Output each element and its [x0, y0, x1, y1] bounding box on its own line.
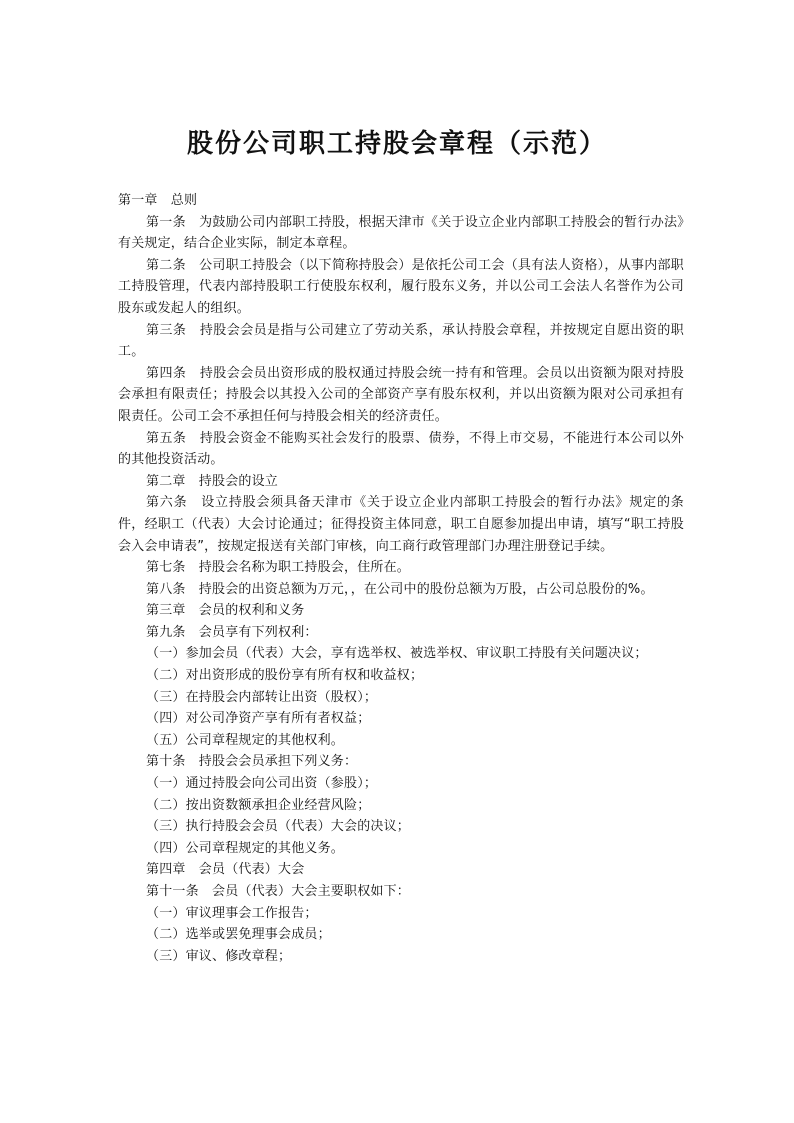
chapter-1-heading: 第一章 总则 — [118, 193, 198, 208]
article-10-item-4: （四）公司章程规定的其他义务。 — [146, 840, 345, 856]
article-5: 第五条 持股会资金不能购买社会发行的股票、债券，不得上市交易，不能进行本公司以外的其他投资活动。 — [118, 430, 684, 468]
article-9: 第九条 会员享有下列权利： — [146, 624, 318, 640]
document-body — [118, 190, 684, 967]
chapter-4-heading: 第四章 会员（代表）大会 — [146, 862, 305, 878]
article-9-item-5: （五）公司章程规定的其他权利。 — [146, 732, 345, 748]
article-1: 第一条 为鼓励公司内部职工持股，根据天津市《关于设立企业内部职工持股会的暂行办法》有关规定，结合企业实际，制定本章程。 — [118, 214, 684, 252]
chapter-2-heading: 第二章 持股会的设立 — [146, 473, 279, 489]
article-3: 第三条 持股会会员是指与公司建立了劳动关系，承认持股会章程，并按规定自愿出资的职工。 — [118, 322, 684, 360]
article-10-item-2: （二）按出资数额承担企业经营风险； — [146, 797, 371, 813]
document-title: 股份公司职工持股会章程（示范） — [186, 129, 607, 159]
article-10-item-3: （三）执行持股会会员（代表）大会的决议； — [146, 819, 411, 835]
article-11-item-1: （一）审议理事会工作报告； — [146, 905, 318, 921]
article-9-item-4: （四）对公司净资产享有所有者权益； — [146, 711, 371, 727]
article-7: 第七条 持股会名称为职工持股会，住所在。 — [146, 560, 411, 576]
article-9-item-2: （二）对出资形成的股份享有所有权和收益权； — [146, 668, 424, 684]
article-9-item-1: （一）参加会员（代表）大会，享有选举权、被选举权、审议职工持股有关问题决议； — [146, 646, 648, 662]
article-10-item-1: （一）通过持股会向公司出资（参股）； — [146, 776, 378, 792]
article-10: 第十条 持股会会员承担下列义务： — [146, 754, 358, 770]
article-8: 第八条 持股会的出资总额为万元，，在公司中的股份总额为万股，占公司总股份的%。 — [146, 581, 654, 597]
article-9-item-3: （三）在持股会内部转让出资（股权）； — [146, 689, 378, 705]
chapter-3-heading: 第三章 会员的权利和义务 — [146, 603, 305, 619]
article-11: 第十一条 会员（代表）大会主要职权如下： — [146, 884, 411, 899]
article-11-item-3: （三）审议、修改章程； — [146, 948, 292, 964]
article-2: 第二条 公司职工持股会（以下简称持股会）是依托公司工会（具有法人资格），从事内部职工持股管理，代表内部持股职工行使股东权利，履行股东义务，并以公司工会法人名誉作为公司股东或发起人的组织。 — [118, 257, 684, 316]
article-6: 第六条 设立持股会须具备天津市《关于设立企业内部职工持股会的暂行办法》规定的条件，经职工（代表）大会讨论通过；征得投资主体同意，职工自愿参加提出申请，填写“职工持股会入会申请表”，按规定报送有关部门审核，向工商行政管理部门办理注册登记手续。 — [118, 495, 684, 554]
article-11-item-2: （二）选举或罢免理事会成员； — [146, 927, 331, 943]
article-4: 第四条 持股会会员出资形成的股权通过持股会统一持有和管理。会员以出资额为限对持股会承担有限责任；持股会以其投入公司的全部资产享有股东权利，并以出资额为限对公司承担有限责任。公司工会不承担任何与持股会相关的经济责任。 — [118, 365, 684, 424]
